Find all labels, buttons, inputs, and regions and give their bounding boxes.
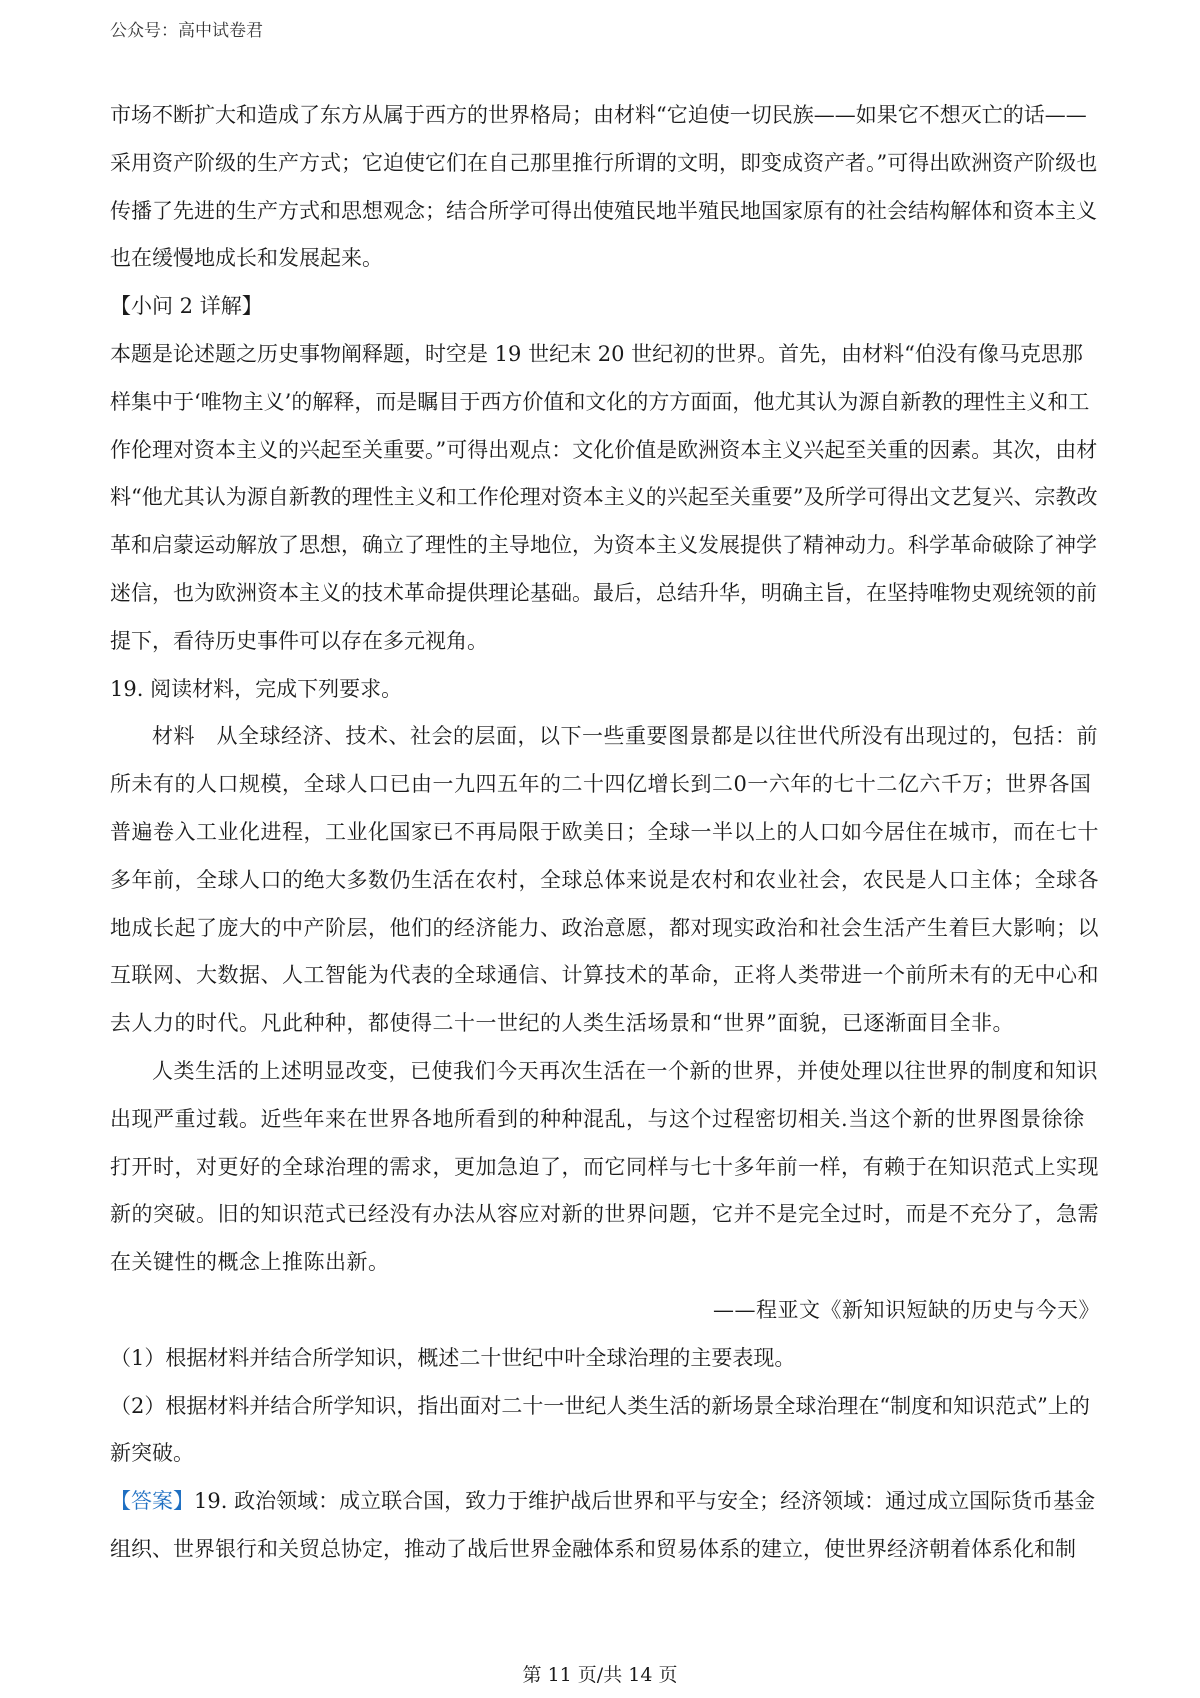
answer-text: 19. 政治领域：成立联合国，致力于维护战后世界和平与安全；经济领域：通过成立国际货币基金组织、世界银行和关贸总协定，推动了战后世界金融体系和贸易体系的建立，使世界经济朝着体系化和制 <box>110 1489 1096 1561</box>
question-19-title: 19. 阅读材料，完成下列要求。 <box>110 676 403 701</box>
sub-question-2-title: 【小问 2 详解】 <box>110 294 263 319</box>
page-footer: 第 11 页/共 14 页 <box>522 1664 678 1686</box>
page-header: 公众号：高中试卷君 <box>110 21 263 41</box>
question-19-part-2: （2）根据材料并结合所学知识，指出面对二十一世纪人类生活的新场景全球治理在“制度和知识范式”上的新突破。 <box>110 1393 1090 1466</box>
paragraph-answer-1-continued: 市场不断扩大和造成了东方从属于西方的世界格局；由材料“它迫使一切民族——如果它不想灭亡的话——采用资产阶级的生产方式；它迫使它们在自己那里推行所谓的文明，即变成资产者。”可得出欧洲资产阶级也传播了先进的生产方式和思想观念；结合所学可得出使殖民地半殖民地国家原有的社会结构解体和资本主义也在缓慢地成长和发展起来。 <box>110 103 1098 271</box>
paragraph-answer-2: 本题是论述题之历史事物阐释题，时空是 19 世纪末 20 世纪初的世界。首先，由材料“伯没有像马克思那样集中于‘唯物主义’的解释，而是瞩目于西方价值和文化的方方面面，他尤其认为源自新教的理性主义和工作伦理对资本主义的兴起至关重要。”可得出观点：文化价值是欧洲资本主义兴起至关重的因素。其次，由材料“他尤其认为源自新教的理性主义和工作伦理对资本主义的兴起至关重要”及所学可得出文艺复兴、宗教改革和启蒙运动解放了思想，确立了理性的主导地位，为资本主义发展提供了精神动力。科学革命破除了神学迷信，也为欧洲资本主义的技术革命提供理论基础。最后，总结升华，明确主旨，在坚持唯物史观统领的前提下，看待历史事件可以存在多元视角。 <box>110 341 1098 653</box>
material-paragraph-2: 人类生活的上述明显改变，已使我们今天再次生活在一个新的世界，并使处理以往世界的制度和知识出现严重过载。近些年来在世界各地所看到的种种混乱，与这个过程密切相关.当这个新的世界图景徐徐打开时，对更好的全球治理的需求，更加急迫了，而它同样与七十多年前一样，有赖于在知识范式上实现新的突破。旧的知识范式已经没有办法从容应对新的世界问题，它并不是完全过时，而是不充分了，急需在关键性的概念上推陈出新。 <box>110 1058 1099 1275</box>
material-source: ——程亚文《新知识短缺的历史与今天》 <box>713 1297 1100 1322</box>
document-body <box>110 92 1100 1574</box>
answer-label: 【答案】 <box>110 1489 194 1514</box>
question-19-part-1: （1）根据材料并结合所学知识，概述二十世纪中叶全球治理的主要表现。 <box>110 1345 796 1370</box>
material-paragraph-1: 材料 从全球经济、技术、社会的层面，以下一些重要图景都是以往世代所没有出现过的，包括：前所未有的人口规模，全球人口已由一九四五年的二十四亿增长到二0一六年的七十二亿六千万；世界各国普遍卷入工业化进程，工业化国家已不再局限于欧美日；全球一半以上的人口如今居住在城市，而在七十多年前，全球人口的绝大多数仍生活在农村，全球总体来说是农村和农业社会，农民是人口主体；全球各地成长起了庞大的中产阶层，他们的经济能力、政治意愿，都对现实政治和社会生活产生着巨大影响；以互联网、大数据、人工智能为代表的全球通信、计算技术的革命，正将人类带进一个前所未有的无中心和去人力的时代。凡此种种，都使得二十一世纪的人类生活场景和“世界”面貌，已逐渐面目全非。 <box>110 724 1099 1036</box>
answer-paragraph <box>110 1478 1100 1574</box>
